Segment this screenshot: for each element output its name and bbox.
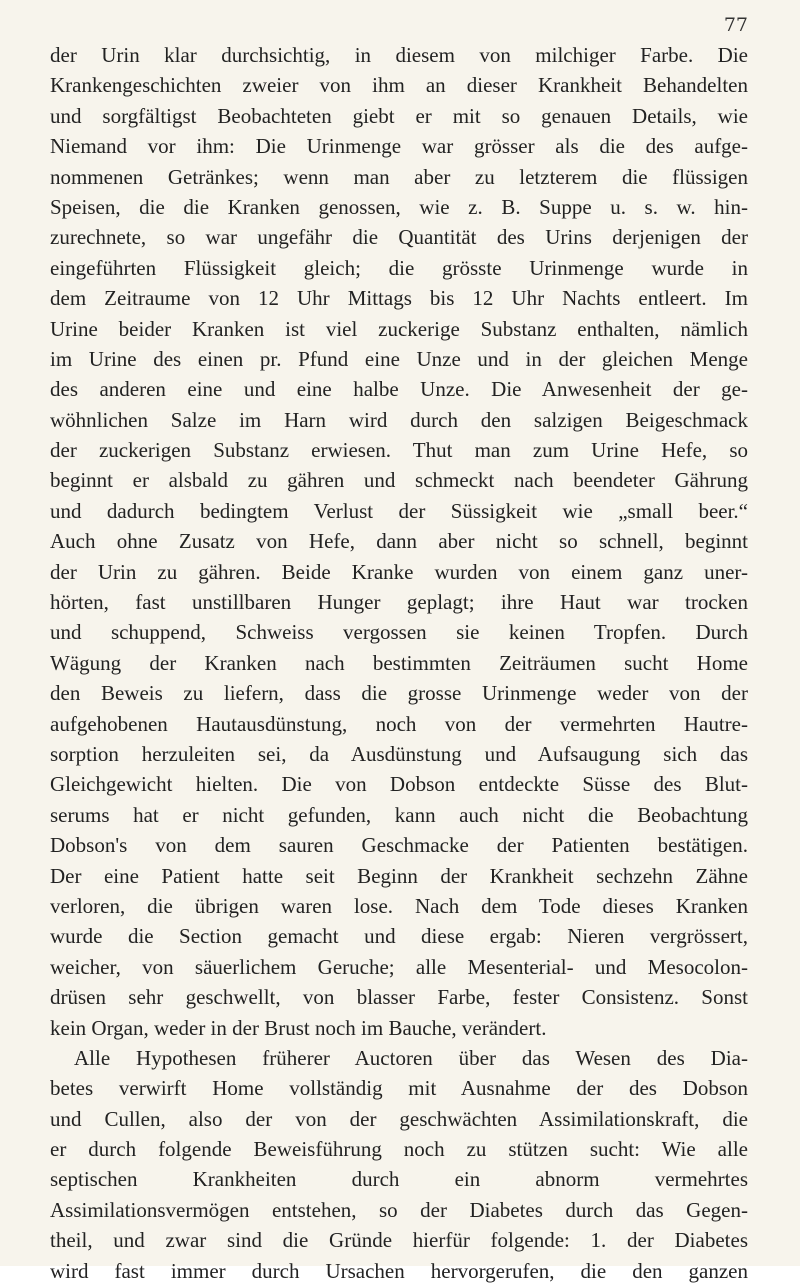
text-line: wurde die Section gemacht und diese ergab: Nieren vergrössert, (50, 924, 748, 949)
text-line: Alle Hypothesen früherer Auctoren über das Wesen des Dia- (74, 1045, 748, 1070)
text-line: den Beweis zu liefern, dass die grosse Urinmenge weder von der (50, 681, 748, 706)
text-line: nommenen Getränkes; wenn man aber zu letzterem die flüssigen (50, 164, 748, 189)
text-line: Urine beider Kranken ist viel zuckerige Substanz enthalten, nämlich (50, 316, 748, 341)
text-line: weicher, von säuerlichem Geruche; alle Mesenterial- und Mesocolon- (50, 954, 748, 979)
text-line: betes verwirft Home vollständig mit Ausnahme der des Dobson (50, 1076, 748, 1101)
text-line: der zuckerigen Substanz erwiesen. Thut man zum Urine Hefe, so (50, 438, 748, 463)
text-line: Wägung der Kranken nach bestimmten Zeiträumen sucht Home (50, 650, 748, 675)
text-line: Der eine Patient hatte seit Beginn der Krankheit sechzehn Zähne (50, 863, 748, 888)
text-line: und Cullen, also der von der geschwächten Assimilationskraft, die (50, 1106, 748, 1131)
text-line: er durch folgende Beweisführung noch zu stützen sucht: Wie alle (50, 1137, 748, 1162)
text-line: der Urin zu gähren. Beide Kranke wurden von einem ganz uner- (50, 559, 748, 584)
text-line: wöhnlichen Salze im Harn wird durch den salzigen Beigeschmack (50, 407, 748, 432)
text-line: Gleichgewicht hielten. Die von Dobson entdeckte Süsse des Blut- (50, 772, 748, 797)
text-line: Dobson's von dem sauren Geschmacke der Patienten bestätigen. (50, 833, 748, 858)
text-line: drüsen sehr geschwellt, von blasser Farbe, fester Consistenz. Sonst (50, 985, 748, 1010)
text-line: der Urin klar durchsichtig, in diesem von milchiger Farbe. Die (50, 43, 748, 67)
text-line: Speisen, die die Kranken genossen, wie z. B. Suppe u. s. w. hin- (50, 194, 748, 219)
text-line: und sorgfältigst Beobachteten giebt er mit so genauen Details, wie (50, 103, 748, 128)
text-line: verloren, die übrigen waren lose. Nach dem Tode dieses Kranken (50, 893, 748, 918)
body-text (50, 40, 748, 1286)
text-line: des anderen eine und eine halbe Unze. Die Anwesenheit der ge- (50, 377, 748, 402)
text-line: sorption herzuleiten sei, da Ausdünstung und Aufsaugung sich das (50, 741, 748, 766)
text-line: Krankengeschichten zweier von ihm an dieser Krankheit Behandelten (50, 73, 748, 98)
page-number: 77 (723, 14, 748, 36)
text-line: und schuppend, Schweiss vergossen sie keinen Tropfen. Durch (50, 620, 748, 645)
text-line: kein Organ, weder in der Brust noch im Bauche, verändert. (50, 1015, 547, 1040)
text-line: aufgehobenen Hautausdünstung, noch von der vermehrten Hautre- (50, 711, 748, 736)
text-line: theil, und zwar sind die Gründe hierfür folgende: 1. der Diabetes (50, 1228, 748, 1253)
text-line: eingeführten Flüssigkeit gleich; die grösste Urinmenge wurde in (50, 255, 748, 280)
text-line: Auch ohne Zusatz von Hefe, dann aber nicht so schnell, beginnt (50, 529, 748, 554)
text-line: wird fast immer durch Ursachen hervorgerufen, die den ganzen (50, 1258, 748, 1283)
text-line: Assimilationsvermögen entstehen, so der Diabetes durch das Gegen- (50, 1197, 748, 1222)
text-line: zurechnete, so war ungefähr die Quantität des Urins derjenigen der (50, 225, 748, 250)
text-line: Niemand vor ihm: Die Urinmenge war grösser als die des aufge- (50, 134, 748, 159)
text-line: dem Zeitraume von 12 Uhr Mittags bis 12 Uhr Nachts entleert. Im (50, 286, 748, 311)
text-line: im Urine des einen pr. Pfund eine Unze und in der gleichen Menge (50, 346, 748, 371)
text-line: septischen Krankheiten durch ein abnorm vermehrtes (50, 1167, 748, 1192)
text-line: serums hat er nicht gefunden, kann auch nicht die Beobachtung (50, 802, 748, 827)
text-line: beginnt er alsbald zu gähren und schmeckt nach beendeter Gährung (50, 468, 748, 493)
text-line: hörten, fast unstillbaren Hunger geplagt; ihre Haut war trocken (50, 590, 748, 615)
text-line: und dadurch bedingtem Verlust der Süssigkeit wie „small beer.“ (50, 498, 748, 523)
